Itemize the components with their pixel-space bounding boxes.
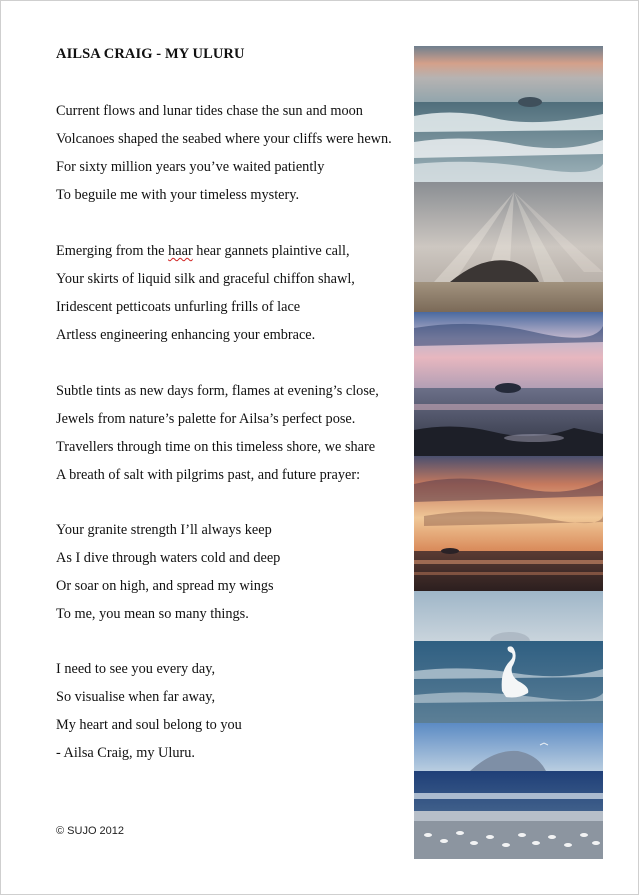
stanza-2	[56, 237, 355, 349]
poem-line	[56, 237, 355, 265]
copyright-notice: © SUJO 2012	[56, 825, 125, 837]
poem-line: As I dive through waters cold and deep	[56, 550, 281, 566]
poem-line: I need to see you every day,	[56, 661, 216, 677]
photo-strip	[414, 46, 603, 859]
photo-sun-rays	[414, 182, 603, 312]
stanza-5	[56, 655, 242, 767]
misspelled-word[interactable]: haar	[168, 243, 193, 259]
photo-waves	[414, 46, 603, 182]
poem-line: - Ailsa Craig, my Uluru.	[56, 745, 195, 761]
poem-line: Or soar on high, and spread my wings	[56, 578, 274, 594]
line-text: Emerging from the	[56, 243, 169, 259]
photo-birds	[414, 723, 603, 859]
poem-title: AILSA CRAIG - MY ULURU	[56, 46, 245, 62]
photo-swan	[414, 591, 603, 723]
stanza-3	[56, 377, 379, 489]
photo-sunset	[414, 456, 603, 591]
poem-line: Artless engineering enhancing your embrace.	[56, 327, 316, 343]
stanza-4	[56, 516, 280, 628]
poem-line: So visualise when far away,	[56, 689, 216, 705]
poem-line: Your granite strength I’ll always keep	[56, 522, 272, 538]
poem-line: Your skirts of liquid silk and graceful chiffon shawl,	[56, 271, 355, 287]
poem-line: My heart and soul belong to you	[56, 717, 242, 733]
stanza-1	[56, 97, 392, 209]
poem-line: Jewels from nature’s palette for Ailsa’s perfect pose.	[56, 411, 356, 427]
poem-line: Travellers through time on this timeless shore, we share	[56, 439, 376, 455]
poem-line: Iridescent petticoats unfurling frills of lace	[56, 299, 301, 315]
poem-line: Volcanoes shaped the seabed where your cliffs were hewn.	[56, 131, 392, 147]
poem-line: For sixty million years you’ve waited patiently	[56, 159, 325, 175]
photo-dusk	[414, 312, 603, 456]
poem-line: To beguile me with your timeless mystery.	[56, 187, 300, 203]
poem-line: Current flows and lunar tides chase the sun and moon	[56, 103, 363, 119]
poem-line: To me, you mean so many things.	[56, 606, 249, 622]
poem-line: Subtle tints as new days form, flames at evening’s close,	[56, 383, 379, 399]
poem-line: A breath of salt with pilgrims past, and future prayer:	[56, 467, 361, 483]
line-text: hear gannets plaintive call,	[192, 243, 350, 259]
